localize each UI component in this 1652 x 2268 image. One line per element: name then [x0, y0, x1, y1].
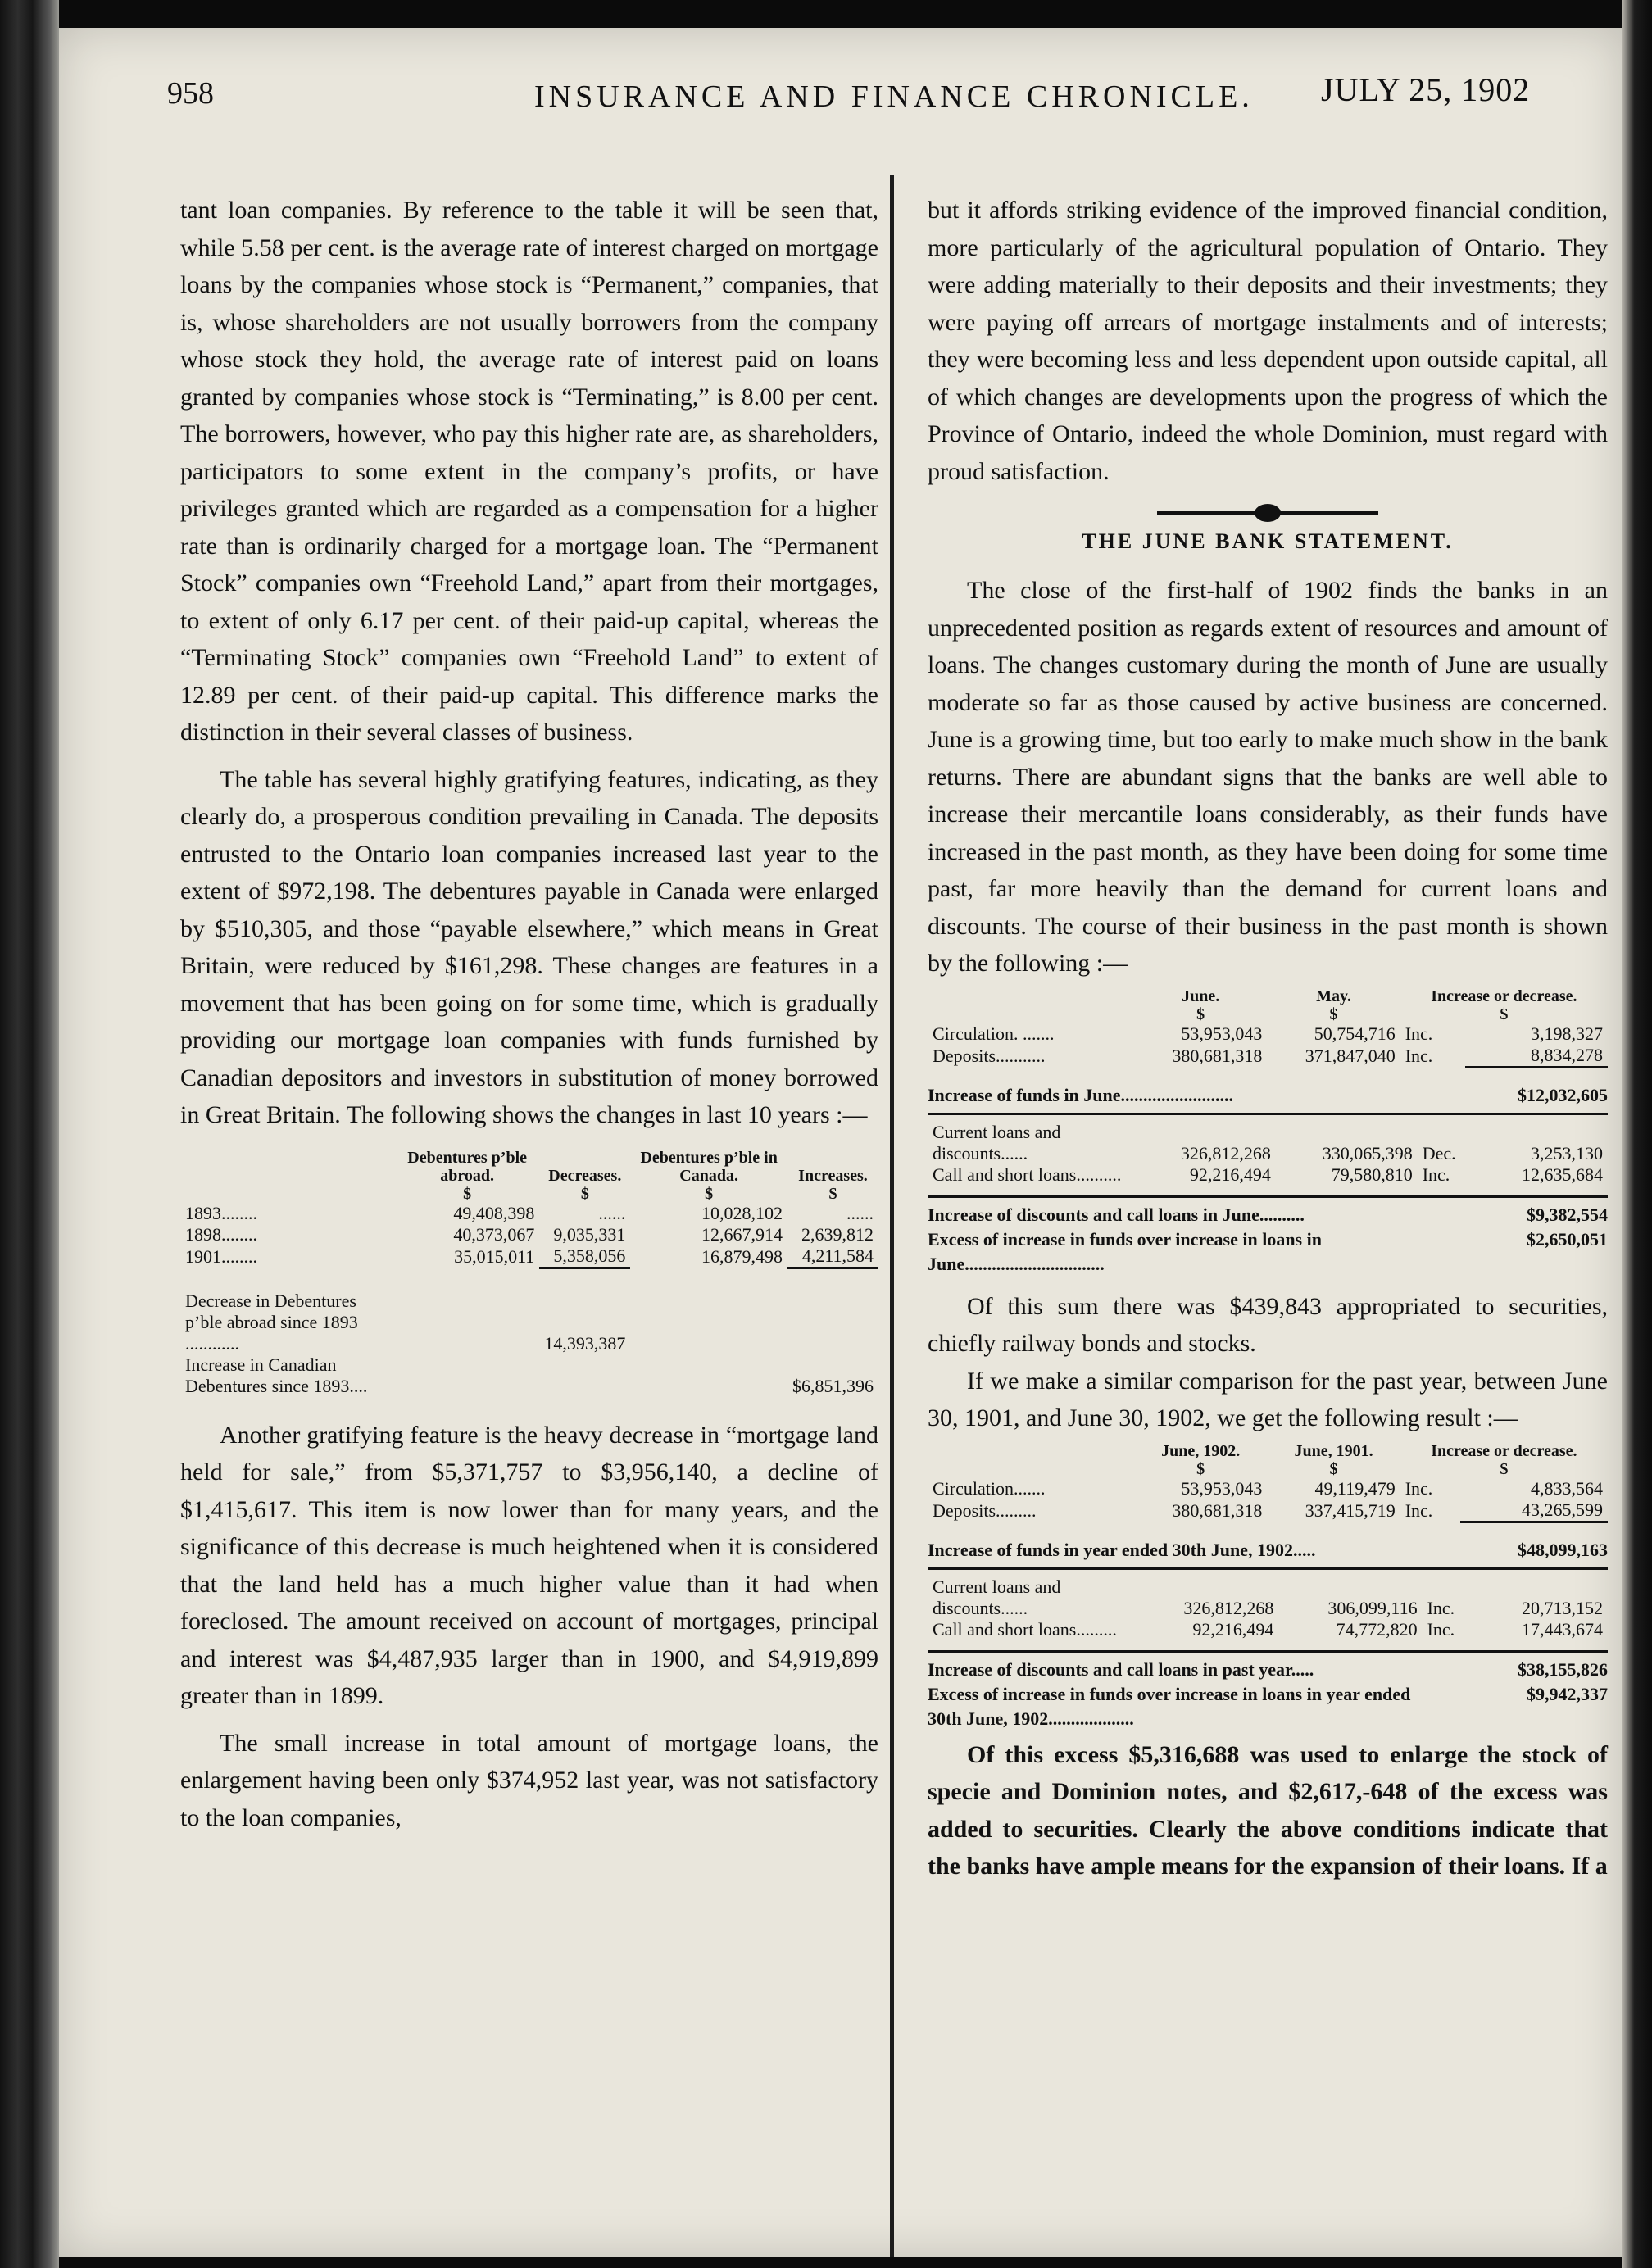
table-row: Current loans and discounts...... 326,812,268 330,065,398 Dec. 3,253,130: [933, 1121, 1603, 1163]
table-row: Increase in Canadian Debentures since 1893.... $6,851,396: [185, 1354, 874, 1396]
right-paragraph-4: If we make a similar comparison for the past year, between June 30, 1901, and June 30, 1902, we get the following result :—: [928, 1367, 1608, 1431]
table-row: Decrease in Debentures p’ble abroad since 1893 ............ 14,393,387: [185, 1290, 626, 1354]
table-row: Current loans and discounts...... 326,812,268 306,099,116 Inc. 20,713,152: [933, 1576, 1603, 1618]
right-paragraph-3: Of this sum there was $439,843 appropriated to securities, chiefly railway bonds and stocks.: [928, 1292, 1608, 1357]
total-row: Increase of discounts and call loans in past year..... $38,155,826: [928, 1658, 1608, 1680]
ornamental-divider: [1157, 511, 1378, 515]
currency-mark: $: [705, 1184, 714, 1203]
section-heading: THE JUNE BANK STATEMENT.: [1082, 529, 1454, 553]
issue-date: JULY 25, 1902: [1321, 71, 1531, 108]
book-binding: [0, 0, 59, 2268]
page-edge: [1622, 0, 1652, 2268]
currency-mark: $: [828, 1184, 837, 1203]
table-row: 1898........ 40,373,067 9,035,331 12,667,914 2,639,812: [185, 1223, 874, 1245]
total-row: Increase of funds in June......................... $12,032,605: [928, 1084, 1608, 1105]
table-row: 1893........ 49,408,398 ...... 10,028,102 ......: [185, 1202, 874, 1223]
total-row: Increase of discounts and call loans in June.......... $9,382,554: [928, 1204, 1608, 1225]
table-row: Call and short loans.......... 92,216,494 79,580,810 Inc. 12,635,684: [933, 1163, 1603, 1185]
left-paragraph-1: tant loan companies. By reference to the table it will be seen that, while 5.58 per cent. is the average rate of interest charged on mortgage loans by the companies whose stock is “Permanent,” companies, that is, whose shareholders are not usually borrowers from the company whose stock they hold, the average rate of interest paid on loans granted by companies whose stock is “Terminating,” is 8.00 per cent. The borrowers, however, who pay this higher rate are, as shareholders, participators to some extent in the company’s profits, or have privileges granted which are regarded as a compensation for a higher rate than is ordinarily charged for a mortgage loan. The “Permanent Stock” companies own “Freehold Land,” apart from their mortgages, to extent of only 6.17 per cent. of their paid-up capital, whereas the “Terminating Stock” companies own “Freehold Land” to extent of 12.89 per cent. of their paid-up capital. This difference marks the distinction in their several classes of business.: [180, 197, 878, 746]
table-row: Deposits........... 380,681,318 371,847,040 Inc. 8,834,278: [928, 1045, 1608, 1068]
june-may-table: June. May. Increase or decrease. $ $ $ Circulation. ....... 53,953,043 50,754,716 Inc. 3,198,327 Deposits........... 380,681,318 371,847,040 Inc. 8,834,278: [928, 987, 1608, 1068]
left-paragraph-3: Another gratifying feature is the heavy decrease in “mortgage land held for sale,” from $5,371,757 to $3,956,140, a decline of $1,415,617. This item is now lower than for many years, and the significance of this decrease is much heightened when it is considered that the land held has a much higher value than it had when foreclosed. The amount received on account of mortgages, principal and interest was $4,487,935 larger than in 1900, and $4,919,899 greater than in 1899.: [180, 1421, 878, 1709]
left-paragraph-2: The table has several highly gratifying features, indicating, as they clearly do, a prosperous condition prevailing in Canada. The deposits entrusted to the Ontario loan companies increased last year to the extent of $972,198. The debentures payable in Canada were enlarged by $510,305, and those “payable elsewhere,” which means in Great Britain, were reduced by $161,298. These changes are features in a movement that has been going on for some time, which is gradually providing our mortgage loan companies with funds furnished by Canadian depositors and investors in substitution of money borrowed in Great Britain. The following shows the changes in last 10 years :—: [180, 765, 878, 1128]
left-paragraph-4: The small increase in total amount of mortgage loans, the enlargement having been only $374,952 last year, was not satisfactory to the loan companies,: [180, 1729, 878, 1831]
debentures-table: [180, 1149, 878, 1397]
right-paragraph-1: but it affords striking evidence of the improved financial condition, more particularly of the agricultural population of Ontario. They were adding materially to their deposits and their investments; they were paying off arrears of mortgage instalments and of interests; they were becoming less and less dependent upon outside capital, all of which changes are developments upon the progress of which the Province of Ontario, indeed the whole Dominion, must regard with proud satisfaction.: [928, 197, 1608, 485]
table-row: Circulation. ....... 53,953,043 50,754,716 Inc. 3,198,327: [933, 1023, 1603, 1044]
year-loans-table: [928, 1576, 1608, 1640]
right-paragraph-2: The close of the first-half of 1902 finds the banks in an unprecedented position as regards extent of resources and amount of loans. The changes customary during the month of June are usually moderate so far as those caused by active business are concerned. June is a growing time, but too early to make much show in the bank returns. There are abundant signs that the banks are well able to increase their mercantile loans considerably, as their funds have increased in the past month, as they have been doing for some time past, far more heavily than the demand for current loans and discounts. The course of their business in the past month is shown by the following :—: [928, 577, 1608, 977]
column-rule: [890, 175, 894, 2257]
year-comparison-table: June, 1902. June, 1901. Increase or decrease. $ $ $ Circulation....... 53,953,043 49,119,479 Inc. 4,833,564 Deposits......... 380,681,318 337,415,719 Inc. 43,265,599: [928, 1442, 1608, 1523]
right-column: [928, 192, 1608, 1885]
col-header: Debentures p’ble abroad.: [407, 1148, 528, 1185]
total-row: Excess of increase in funds over increase in loans in year ended 30th June, 1902................... $9,942,337: [928, 1683, 1608, 1729]
scanned-page: [59, 28, 1622, 2257]
table-row: 1901........ 35,015,011 5,358,056 16,879,498 4,211,584: [180, 1245, 878, 1268]
col-header: Decreases.: [548, 1166, 622, 1185]
total-row: Increase of funds in year ended 30th June, 1902..... $48,099,163: [928, 1539, 1608, 1560]
col-header: Debentures p’ble in Canada.: [640, 1148, 778, 1185]
col-header: Increases.: [798, 1166, 868, 1185]
table-row: Call and short loans......... 92,216,494 74,772,820 Inc. 17,443,674: [933, 1618, 1603, 1640]
left-column: [180, 192, 878, 1836]
currency-mark: $: [463, 1184, 472, 1203]
journal-title: INSURANCE AND FINANCE CHRONICLE.: [534, 79, 1254, 114]
total-row: Excess of increase in funds over increase in loans in June............................... $2,650,051: [928, 1228, 1608, 1274]
currency-mark: $: [580, 1184, 589, 1203]
table-row: Circulation....... 53,953,043 49,119,479 Inc. 4,833,564: [933, 1477, 1603, 1499]
table-row: Deposits......... 380,681,318 337,415,719 Inc. 43,265,599: [928, 1499, 1608, 1522]
page-number: 958: [167, 76, 214, 111]
june-may-loans-table: [928, 1122, 1608, 1186]
right-paragraph-5: Of this excess $5,316,688 was used to enlarge the stock of specie and Dominion notes, and $2,617,-648 of the excess was added to securities. Clearly the above conditions indicate that the banks have ample means for the expansion of their loans. If a: [928, 1740, 1608, 1880]
